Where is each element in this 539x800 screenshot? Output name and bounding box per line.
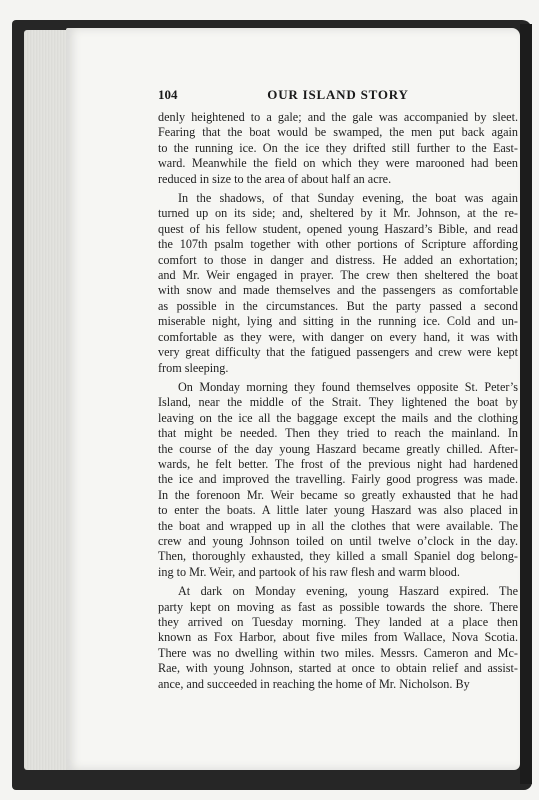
body-text <box>158 110 518 696</box>
text-line: ing to Mr. Weir, and partook of his raw flesh and warm blood. <box>158 564 460 579</box>
page-number: 104 <box>158 87 178 102</box>
text-line: very great difficulty that the fatigued passengers and crew were kept <box>158 345 518 360</box>
cover-edge <box>520 24 532 784</box>
text-line: and Mr. Weir engaged in prayer. The crew then sheltered the boat <box>158 268 518 283</box>
text-line: turned up on its side; and, sheltered by it Mr. Johnson, at the re- <box>158 206 518 221</box>
text-line: party kept on moving as fast as possible towards the shore. There <box>158 599 518 614</box>
text-line: crew and young Johnson toiled on until twelve o’clock in the day. <box>158 533 518 548</box>
text-line: There was no dwelling within two miles. Messrs. Cameron and Mc- <box>158 645 518 660</box>
paragraph <box>158 110 518 187</box>
text-line: Rae, with young Johnson, started at once to obtain relief and assist- <box>158 661 518 676</box>
text-line: as possible in the circumstances. But the party passed a second <box>158 298 518 313</box>
text-line: the boat and wrapped up in all the clothes that were available. The <box>158 518 518 533</box>
text-line: Island, near the middle of the Strait. They lightened the boat by <box>158 395 518 410</box>
text-line: miserable night, lying and sitting in the running ice. Cold and un- <box>158 314 518 329</box>
text-line: Fearing that the boat would be swamped, the men put back again <box>158 125 518 140</box>
text-line: In the shadows, of that Sunday evening, the boat was again <box>178 191 518 206</box>
text-line: leaving on the ice all the baggage except the mails and the clothing <box>158 410 518 425</box>
text-line: ance, and succeeded in reaching the home of Mr. Nicholson. By <box>158 676 470 691</box>
text-line: denly heightened to a gale; and the gale was accompanied by sleet. <box>158 110 518 124</box>
text-line: ward. Meanwhile the field on which they were marooned had been <box>158 156 518 171</box>
paragraph <box>158 191 518 376</box>
text-line: In the forenoon Mr. Weir became so greatly exhausted that he had <box>158 487 518 502</box>
paragraph <box>158 584 518 692</box>
paragraph <box>158 380 518 580</box>
text-line: At dark on Monday evening, young Haszard expired. The <box>178 584 518 599</box>
text-line: from sleeping. <box>158 360 229 375</box>
text-line: wards, he felt better. The frost of the previous night had hardened <box>158 456 518 471</box>
text-line: the 107th psalm together with other portions of Scripture affording <box>158 237 518 252</box>
page-header <box>158 87 518 105</box>
text-line: On Monday morning they found themselves opposite St. Peter’s <box>178 379 518 394</box>
text-line: they arrived on Tuesday morning. They landed at a place then <box>158 615 518 629</box>
text-line: comfort to those in danger and distress. He added an exhortation; <box>158 252 518 267</box>
text-line: the course of the day young Haszard became greatly chilled. After- <box>158 441 518 456</box>
text-line: to the running ice. On the ice they drifted still further to the East- <box>158 140 518 155</box>
text-line: Then, thoroughly exhausted, they killed a small Spaniel dog belong- <box>158 549 518 564</box>
text-line: comfortable as they were, with danger on every hand, it was with <box>158 329 518 344</box>
running-title: OUR ISLAND STORY <box>267 87 409 102</box>
text-line: reduced in size to the area of about half an acre. <box>158 171 392 186</box>
text-line: to enter the boats. A little later young Haszard was also placed in <box>158 503 518 518</box>
text-line: with snow and made themselves and the passengers as comfortable <box>158 283 518 298</box>
text-line: known as Fox Harbor, about five miles from Wallace, Nova Scotia. <box>158 630 518 645</box>
text-line: that might be needed. Then they tried to reach the mainland. In <box>158 426 518 441</box>
text-line: the ice and improved the travelling. Fairly good progress was made. <box>158 472 518 487</box>
text-line: quest of his fellow student, opened young Haszard’s Bible, and read <box>158 221 518 236</box>
